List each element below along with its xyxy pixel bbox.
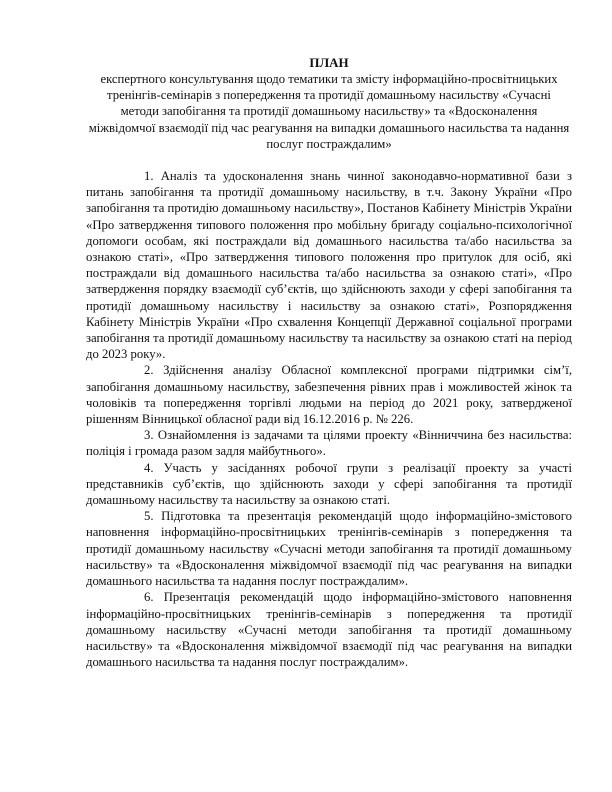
plan-items: [86, 168, 572, 670]
plan-item-1: 1. Аналіз та удосконалення знань чинної законодавчо-нормативної бази з питань запобігання та протидії домашньому насильству, в т.ч. Закону України «Про запобігання та протидію домашньому насильству», Постанов Кабінету Міністрів України «Про затвердження типового положення про мобільну бригаду соціально-психологічної допомоги особам, які постраждали від домашнього насильства та/або насильства за ознакою статі», «Про затвердження типового положення про притулок для осіб, які постраждали від домашнього насильства та/або насильства за ознакою статі», «Про затвердження порядку взаємодії суб’єктів, що здійснюють заходи у сфері запобігання та протидії домашньому насильству і насильству за ознакою статі», Розпорядження Кабінету Міністрів України «Про схвалення Концепції Державної соціальної програми запобігання та протидії домашньому насильству та насильству за ознакою статі на період до 2023 року».: [86, 169, 572, 362]
plan-item-6: 6. Презентація рекомендацій щодо інформаційно-змістового наповнення інформаційно-просвітницьких тренінгів-семінарів з попередження та протидії домашньому насильству «Сучасні методи запобігання та протидії домашньому насильству» та «Вдосконалення міжвідомчої взаємодії під час реагування на випадки домашнього насильства та надання послуг постраждалим».: [86, 590, 572, 670]
plan-item-5: 5. Підготовка та презентація рекомендацій щодо інформаційно-змістового наповнення інформаційно-просвітницьких тренінгів-семінарів з попередження та протидії домашньому насильству «Сучасні методи запобігання та протидії домашньому насильству» та «Вдосконалення міжвідомчої взаємодії під час реагування на випадки домашнього насильства та надання послуг постраждалим».: [86, 509, 572, 589]
document-title: ПЛАН: [309, 55, 349, 70]
document-page: [86, 54, 572, 670]
plan-item-4: 4. Участь у засіданнях робочої групи з реалізації проекту за участі представників суб’єктів, що здійснюють заходи у сфері запобігання та протидії домашньому насильству та насильству за ознакою статі.: [86, 460, 572, 508]
plan-item-2: 2. Здійснення аналізу Обласної комплексної програми підтримки сім’ї, запобігання домашньому насильству, забезпечення рівних прав і можливостей жінок та чоловіків та попередження торгівлі людьми на період до 2021 року, затвердженої рішенням Вінницької обласної ради від 16.12.2016 р. № 226.: [86, 363, 572, 427]
document-subtitle: експертного консультування щодо тематики та змісту інформаційно-просвітницьких тренінгів-семінарів з попередження та протидії домашньому насильству «Сучасні методи запобігання та протидії домашньому насильству» та «Вдосконалення міжвідомчої взаємодії під час реагування на випадки домашнього насильства та надання послуг постраждалим»: [88, 72, 570, 151]
plan-item-3: 3. Ознайомлення із задачами та цілями проекту «Вінниччина без насильства: поліція і громада разом задля майбутнього».: [86, 428, 572, 459]
spacer: [86, 152, 572, 168]
